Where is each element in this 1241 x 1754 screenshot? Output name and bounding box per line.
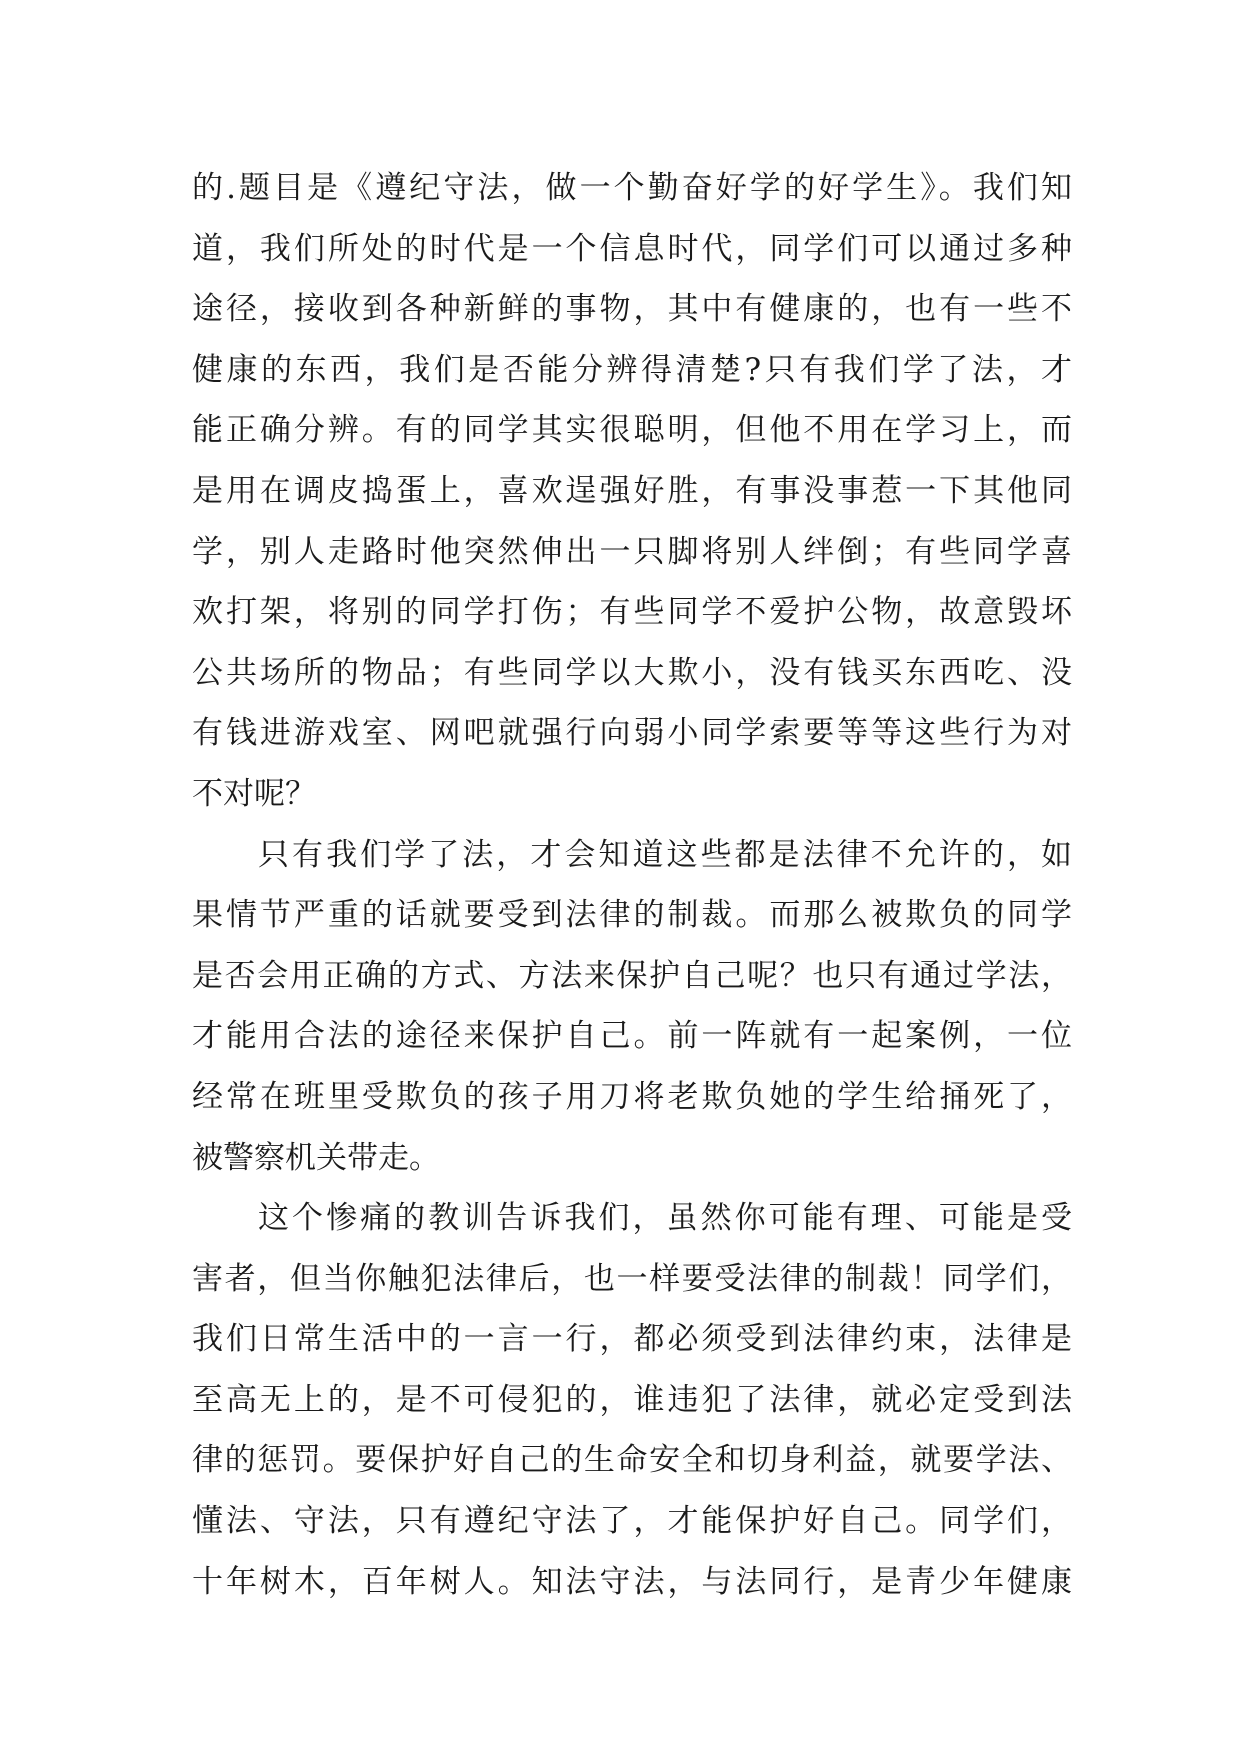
- text-line: 公共场所的物品；有些同学以大欺小，没有钱买东西吃、没: [192, 654, 1072, 691]
- text-line: 经常在班里受欺负的孩子用刀将老欺负她的学生给捅死了，: [192, 1078, 1072, 1115]
- text-line: 道，我们所处的时代是一个信息时代，同学们可以通过多种: [192, 230, 1072, 267]
- body-text: [192, 158, 1072, 1612]
- text-line: 懂法、守法，只有遵纪守法了，才能保护好自己。同学们，: [192, 1503, 1072, 1540]
- text-line: 害者，但当你触犯法律后，也一样要受法律的制裁！同学们，: [192, 1260, 1072, 1297]
- text-line: 能正确分辨。有的同学其实很聪明，但他不用在学习上，而: [192, 412, 1072, 449]
- text-line: 至高无上的，是不可侵犯的，谁违犯了法律，就必定受到法: [192, 1381, 1072, 1418]
- text-line: 只有我们学了法，才会知道这些都是法律不允许的，如: [258, 836, 1072, 873]
- text-line: 才能用合法的途径来保护自己。前一阵就有一起案例，一位: [192, 1018, 1072, 1055]
- text-line: 欢打架，将别的同学打伤；有些同学不爱护公物，故意毁坏: [192, 594, 1072, 631]
- text-line: 是否会用正确的方式、方法来保护自己呢？也只有通过学法，: [192, 957, 1072, 994]
- text-line: 不对呢？: [192, 775, 316, 812]
- text-line: 这个惨痛的教训告诉我们，虽然你可能有理、可能是受: [258, 1200, 1072, 1237]
- text-line: 是用在调皮捣蛋上，喜欢逞强好胜，有事没事惹一下其他同: [192, 472, 1072, 509]
- text-line: 果情节严重的话就要受到法律的制裁。而那么被欺负的同学: [192, 897, 1072, 934]
- text-line: 健康的东西，我们是否能分辨得清楚?只有我们学了法，才: [192, 351, 1072, 388]
- text-line: 十年树木，百年树人。知法守法，与法同行，是青少年健康: [192, 1563, 1072, 1600]
- text-line: 被警察机关带走。: [192, 1139, 440, 1176]
- text-line: 我们日常生活中的一言一行，都必须受到法律约束，法律是: [192, 1321, 1072, 1358]
- text-line: 的.题目是《遵纪守法，做一个勤奋好学的好学生》。我们知: [192, 170, 1072, 206]
- text-line: 律的惩罚。要保护好自己的生命安全和切身利益，就要学法、: [192, 1442, 1072, 1479]
- text-line: 学，别人走路时他突然伸出一只脚将别人绊倒；有些同学喜: [192, 533, 1072, 570]
- text-line: 有钱进游戏室、网吧就强行向弱小同学索要等等这些行为对: [192, 715, 1072, 752]
- text-line: 途径，接收到各种新鲜的事物，其中有健康的，也有一些不: [192, 291, 1072, 328]
